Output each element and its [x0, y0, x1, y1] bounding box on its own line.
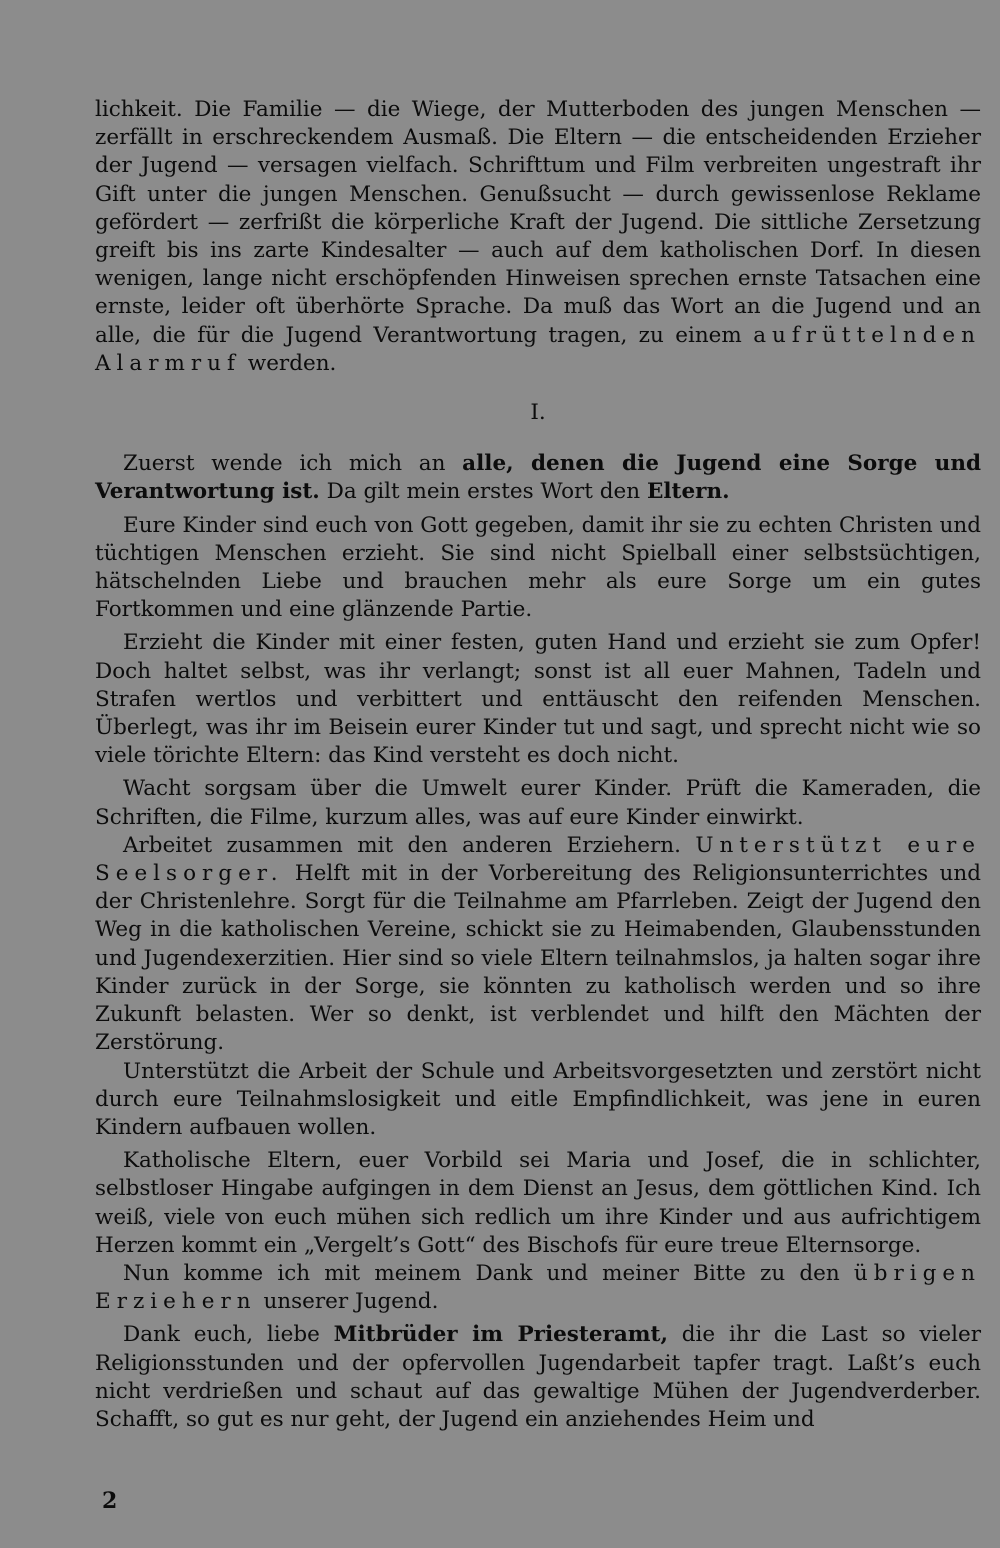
section-heading: I. — [530, 400, 546, 426]
spaced-emphasis: aufrüttelnden Alarmruf — [95, 322, 981, 376]
body-text — [95, 96, 981, 1434]
paragraph-7: Unterstützt die Arbeit der Schule und Arbeitsvorgesetzten und zerstört nicht durch eure Teilnahmslosigkeit und eitle Empfindlichkeit, was jene in euren Kindern aufbauen wollen. — [95, 1058, 981, 1140]
paragraph-3: Eure Kinder sind euch von Gott gegeben, damit ihr sie zu echten Christen und tüchtigen Menschen erzieht. Sie sind nicht Spielball einer selbstsüchtigen, hätschelnden Liebe und brauchen mehr als eure Sorge um ein gutes Fortkommen und eine glänzende Partie. — [95, 512, 981, 623]
paragraph-4: Erzieht die Kinder mit einer festen, guten Hand und erzieht sie zum Opfer! Doch haltet selbst, was ihr verlangt; sonst ist all euer Mahnen, Tadeln und Strafen wertlos und verbittert und enttäuscht den reifenden Menschen. Überlegt, was ihr im Beisein eurer Kinder tut und sagt, und sprecht nicht wie so viele törichte Eltern: das Kind versteht es doch nicht. — [95, 630, 981, 769]
paragraph-10: Dank euch, liebe Mitbrüder im Priesteramt, die ihr die Last so vieler Religionsstunden und der opfervollen Jugendarbeit tapfer tragt. Laßt’s euch nicht verdrießen und schaut auf das gewaltige Mühen der Jugendverderber. Schafft, so gut es nur geht, der Jugend ein anziehendes Heim und — [95, 1322, 981, 1432]
paragraph-6: Arbeitet zusammen mit den anderen Erziehern. Unterstützt eure Seelsorger. Helft mit in der Vorbereitung des Religionsunterrichtes und der Christenlehre. Sorgt für die Teilnahme am Pfarrleben. Zeigt der Jugend den Weg in die katholischen Vereine, schickt sie zu Heimabenden, Glaubensstunden und Jugendexerzitien. Hier sind so viele Eltern teilnahmslos, ja halten sogar ihre Kinder zurück in der Sorge, sie könnten zu katholisch werden und so ihre Zukunft belasten. Wer so denkt, ist verblendet und hilft den Mächten der Zerstörung. — [95, 832, 981, 1056]
bold-phrase: Mitbrüder im Priesteramt, — [333, 1322, 668, 1348]
paragraph-8: Katholische Eltern, euer Vorbild sei Maria und Josef, die in schlichter, selbstloser Hingabe aufgingen in dem Dienst an Jesus, dem göttlichen Kind. Ich weiß, viele von euch mühen sich redlich um ihre Kinder und aus aufrichtigem Herzen kommt ein „Vergelt’s Gott“ des Bischofs für eure treue Elternsorge. — [95, 1148, 981, 1258]
spaced-emphasis: übrigen Erziehern — [95, 1260, 981, 1315]
page-number: 2 — [102, 1488, 118, 1514]
paragraph-5: Wacht sorgsam über die Umwelt eurer Kinder. Prüft die Kameraden, die Schriften, die Filme, kurzum alles, was auf eure Kinder einwirkt. — [95, 776, 981, 830]
bold-phrase: Eltern. — [646, 479, 730, 505]
paragraph-9: Nun komme ich mit meinem Dank und meiner Bitte zu den übrigen Erziehern unserer Jugend. — [95, 1260, 981, 1315]
spaced-emphasis: Unterstützt eure Seelsorger. — [95, 832, 981, 887]
paragraph-2: Zuerst wende ich mich an alle, denen die Jugend eine Sorge und Verantwortung ist. Da gilt mein erstes Wort den Eltern. — [95, 451, 981, 505]
bold-phrase: alle, denen die Jugend eine Sorge und Verantwortung ist. — [95, 451, 981, 505]
paragraph-1: lichkeit. Die Familie — die Wiege, der Mutterboden des jungen Menschen — zerfällt in erschreckendem Ausmaß. Die Eltern — die entscheidenden Erzieher der Jugend — versagen vielfach. Schrifttum und Film verbreiten ungestraft ihr Gift unter die jungen Menschen. Genußsucht — durch gewissenlose Reklame gefördert — zerfrißt die körperliche Kraft der Jugend. Die sittliche Zersetzung greift bis ins zarte Kindesalter — auch auf dem katholischen Dorf. In diesen wenigen, lange nicht erschöpfenden Hinweisen sprechen ernste Tatsachen eine ernste, leider oft überhörte Sprache. Da muß das Wort an die Jugend und an alle, die für die Jugend Verantwortung tragen, zu einem aufrüttelnden Alarmruf werden. — [95, 97, 981, 376]
